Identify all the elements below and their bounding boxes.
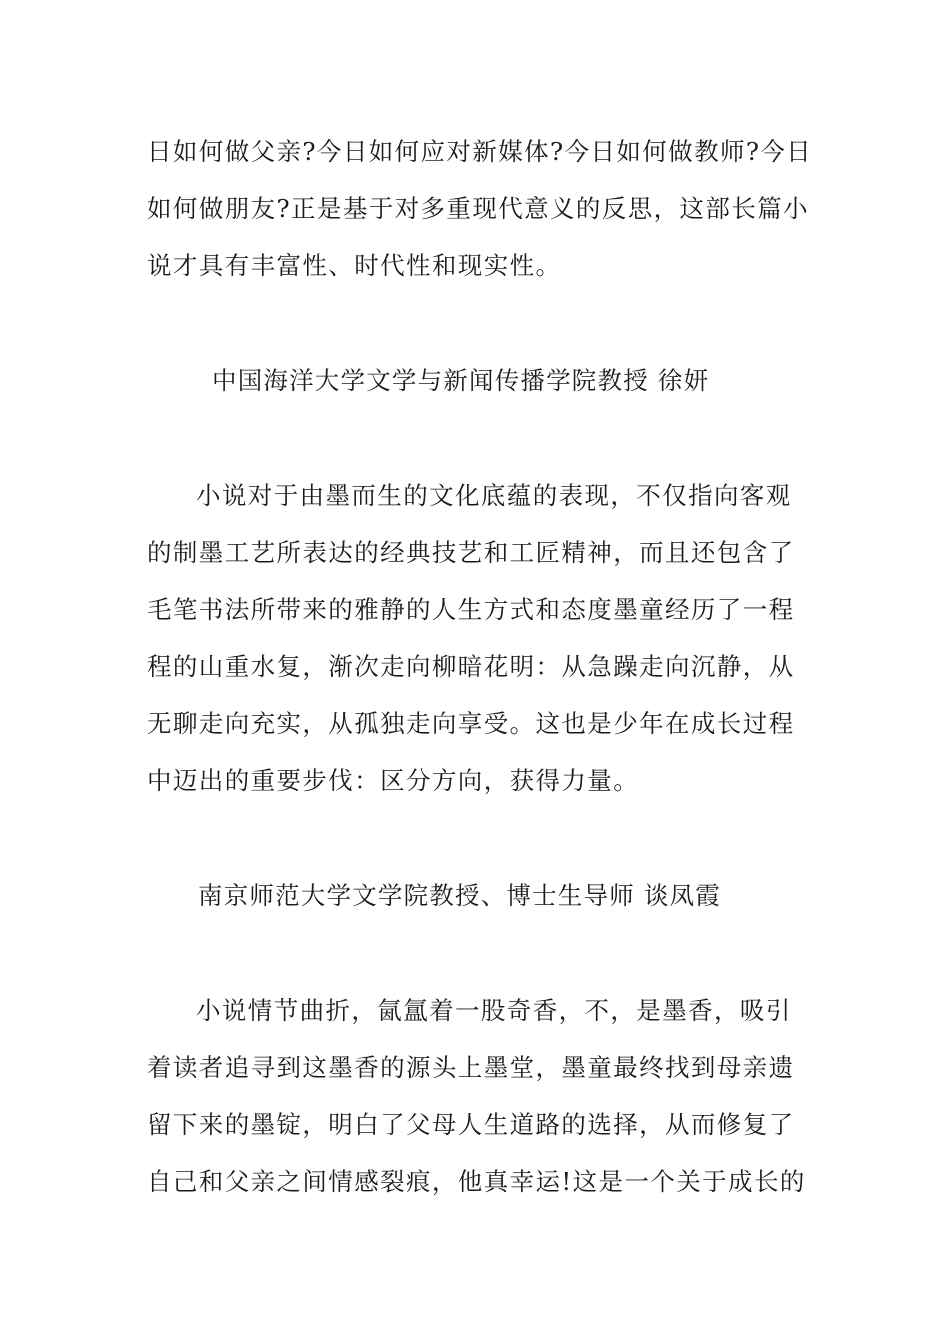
paragraph-line: 程的山重水复，渐次走向柳暗花明：从急躁走向沉静，从 — [147, 652, 795, 681]
signature-xu-yan: 中国海洋大学文学与新闻传播学院教授 徐妍 — [212, 366, 710, 395]
paragraph-line: 日如何做父亲?今日如何应对新媒体?今日如何做教师?今日 — [147, 137, 813, 166]
paragraph-line: 的制墨工艺所表达的经典技艺和工匠精神，而且还包含了 — [147, 538, 795, 567]
paragraph-line: 中迈出的重要步伐：区分方向，获得力量。 — [147, 766, 640, 795]
paragraph-line: 自己和父亲之间情感裂痕，他真幸运!这是一个关于成长的 — [147, 1167, 806, 1196]
paragraph-line: 毛笔书法所带来的雅静的人生方式和态度墨童经历了一程 — [147, 595, 795, 624]
paragraph-line: 着读者追寻到这墨香的源头上墨堂，墨童最终找到母亲遗 — [147, 1053, 795, 1082]
paragraph-line: 无聊走向充实，从孤独走向享受。这也是少年在成长过程 — [147, 709, 795, 738]
paragraph-line: 说才具有丰富性、时代性和现实性。 — [147, 251, 562, 280]
signature-tan-fengxia: 南京师范大学文学院教授、博士生导师 谈凤霞 — [198, 881, 721, 910]
paragraph-line: 如何做朋友?正是基于对多重现代意义的反思，这部长篇小 — [147, 194, 810, 223]
paragraph-line: 留下来的墨锭，明白了父母人生道路的选择，从而修复了 — [147, 1110, 795, 1139]
paragraph-line: 小说情节曲折，氤氲着一股奇香，不，是墨香，吸引 — [196, 996, 792, 1025]
paragraph-line: 小说对于由墨而生的文化底蕴的表现，不仅指向客观 — [196, 481, 792, 510]
